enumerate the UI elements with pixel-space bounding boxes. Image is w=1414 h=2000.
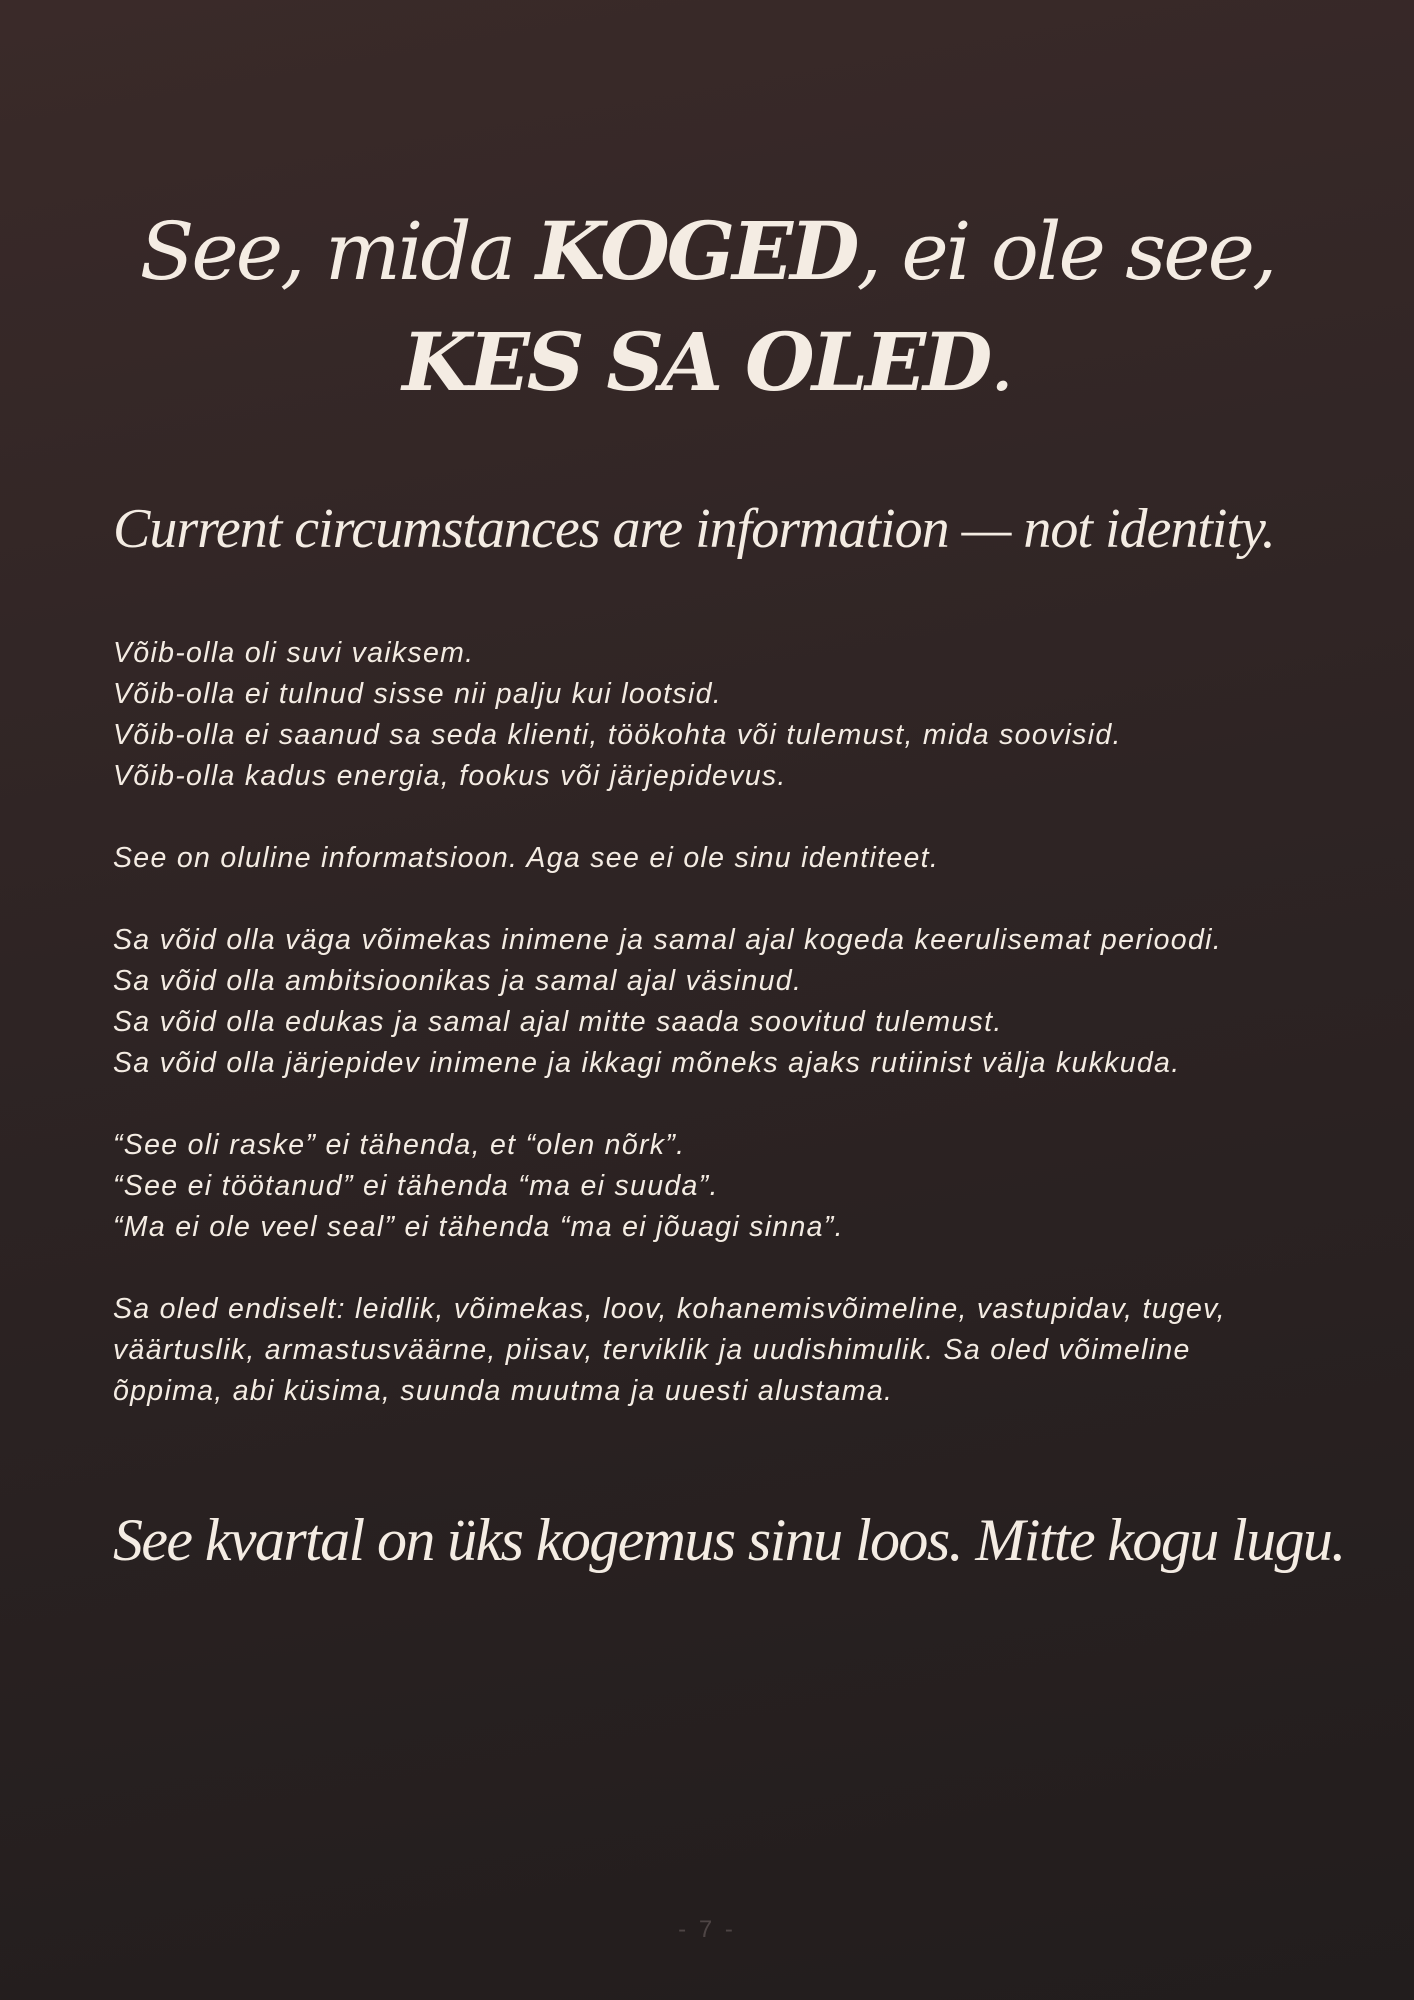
paragraph bbox=[113, 633, 1313, 797]
title-emphasis: KES SA OLED bbox=[402, 315, 990, 409]
paragraph bbox=[113, 920, 1313, 1084]
page-number: - 7 - bbox=[678, 1916, 736, 1943]
text-line: Sa võid olla ambitsioonikas ja samal ajal väsinud. bbox=[113, 965, 803, 997]
page-title bbox=[0, 196, 1414, 418]
title-text: . bbox=[989, 316, 1012, 409]
paragraph bbox=[113, 1125, 1313, 1248]
text-line: Võib-olla ei tulnud sisse nii palju kui lootsid. bbox=[113, 678, 722, 710]
subtitle: Current circumstances are information — not identity. bbox=[113, 498, 1275, 560]
title-line-2 bbox=[0, 307, 1414, 418]
text-line: Sa võid olla järjepidev inimene ja ikkagi mõneks ajaks rutiinist välja kukkuda. bbox=[113, 1047, 1181, 1079]
text-line: Sa võid olla väga võimekas inimene ja samal ajal kogeda keerulisemat perioodi. bbox=[113, 924, 1222, 956]
text-line: Võib-olla oli suvi vaiksem. bbox=[113, 637, 475, 669]
text-line: “Ma ei ole veel seal” ei tähenda “ma ei jõuagi sinna”. bbox=[113, 1211, 844, 1243]
closing-statement: See kvartal on üks kogemus sinu loos. Mitte kogu lugu. bbox=[113, 1507, 1345, 1573]
title-line-1 bbox=[0, 196, 1414, 307]
title-text: , ei ole see, bbox=[856, 205, 1275, 298]
text-line: Võib-olla ei saanud sa seda klienti, töökohta või tulemust, mida soovisid. bbox=[113, 719, 1122, 751]
text-line: Võib-olla kadus energia, fookus või järjepidevus. bbox=[113, 760, 787, 792]
title-emphasis: KOGED bbox=[535, 204, 857, 298]
text-line: “See ei töötanud” ei tähenda “ma ei suuda”. bbox=[113, 1170, 719, 1202]
text-line: “See oli raske” ei tähenda, et “olen nõrk”. bbox=[113, 1129, 686, 1161]
text-line: See on oluline informatsioon. Aga see ei ole sinu identiteet. bbox=[113, 842, 940, 874]
paragraph bbox=[113, 838, 1313, 879]
final-paragraph: Sa oled endiselt: leidlik, võimekas, loov, kohanemisvõimeline, vastupidav, tugev, väärtuslik, armastusväärne, piisav, terviklik ja uudishimulik. Sa oled võimeline õppima, abi küsima, suunda muutma ja uuesti alustama. bbox=[113, 1293, 1226, 1407]
body-text bbox=[113, 633, 1313, 1453]
title-text: See, mida bbox=[139, 205, 536, 298]
text-line: Sa võid olla edukas ja samal ajal mitte saada soovitud tulemust. bbox=[113, 1006, 1003, 1038]
